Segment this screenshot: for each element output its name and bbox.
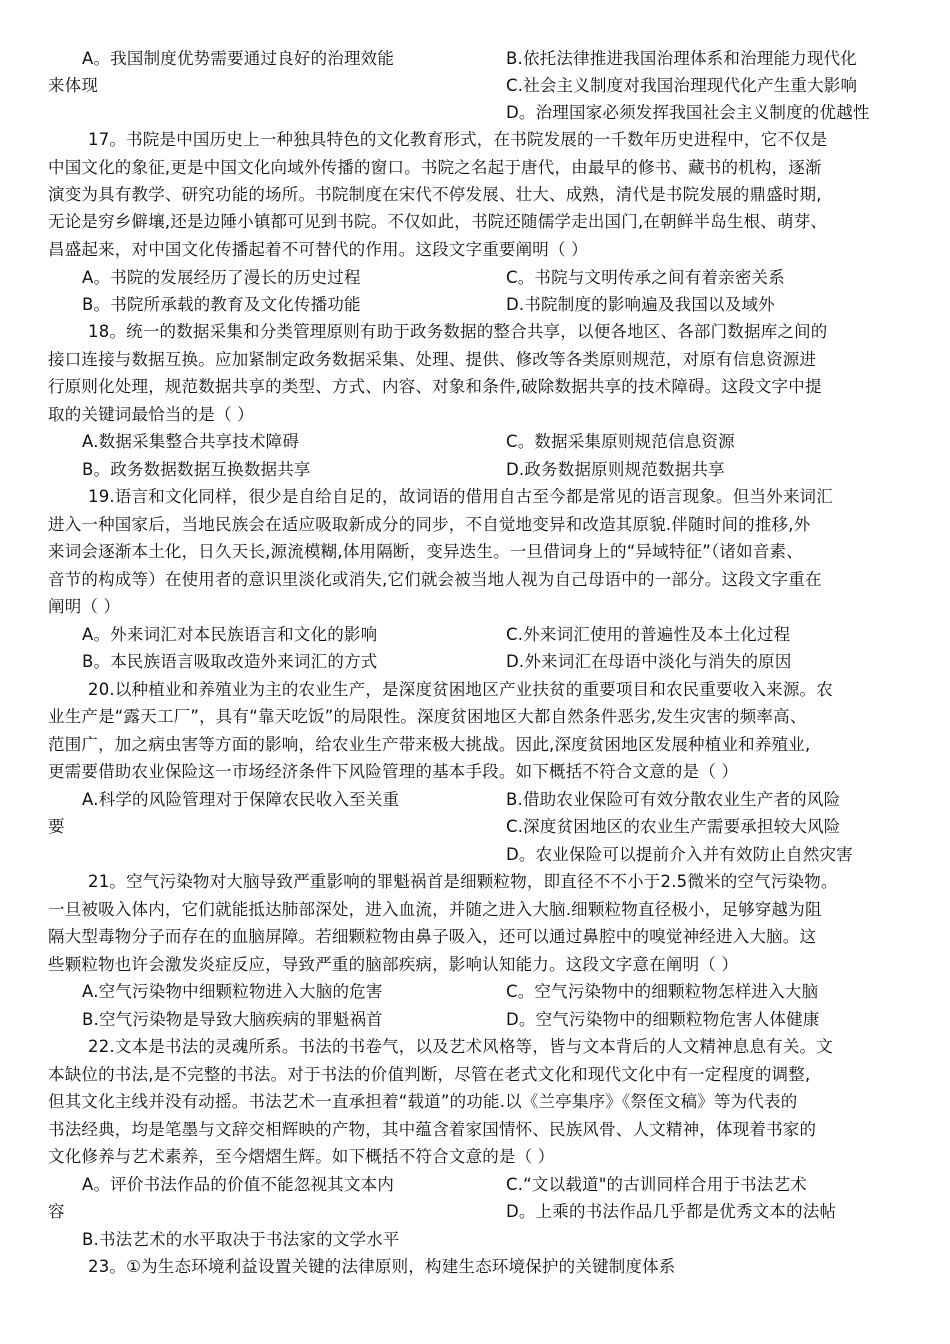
q19-stem-line: 音节的构成等）在使用者的意识里淡化或消失,它们就会被当地人视为自己母语中的一部分。这段文字重在 bbox=[48, 570, 822, 589]
q21-option-b: B.空气污染物是导致大脑疾病的罪魁祸首 bbox=[82, 1010, 383, 1029]
q16-option-d: D。治理国家必须发挥我国社会主义制度的优越性 bbox=[506, 103, 870, 122]
q17-stem-line: 无论是穷乡僻壤,还是边陲小镇都可见到书院。不仅如此，书院还随儒学走出国门,在朝鲜半岛生根、萌芽、 bbox=[48, 212, 828, 231]
q17-option-d: D.书院制度的影响遍及我国以及域外 bbox=[506, 295, 775, 314]
q22-stem-line: 文化修养与艺术素养，至今熠熠生辉。如下概括不符合文意的是（ ） bbox=[48, 1147, 555, 1166]
q21-option-c: C。空气污染物中的细颗粒物怎样进入大脑 bbox=[506, 982, 819, 1001]
q20-option-a-line2: 要 bbox=[48, 817, 65, 836]
q21-stem-line: 一旦被吸入体内，它们就能抵达肺部深处，进入血流，并随之进入大脑.细颗粒物直径极小，足够穿越为阻 bbox=[48, 900, 822, 919]
q18-stem-line: 取的关键词最恰当的是（ ） bbox=[48, 405, 254, 424]
q22-stem-line: 书法经典，均是笔墨与文辞交相辉映的产物，其中蕴含着家国情怀、民族风骨、人文精神，体现着书家的 bbox=[48, 1120, 817, 1139]
q22-option-b: B.书法艺术的水平取决于书法家的文学水平 bbox=[82, 1230, 400, 1249]
q17-stem-line: 中国文化的象征,更是中国文化向域外传播的窗口。书院之名起于唐代，由最早的修书、藏书的机构，逐渐 bbox=[48, 158, 822, 177]
q17-stem-line: 昌盛起来，对中国文化传播起着不可替代的作用。这段文字重要阐明（ ） bbox=[48, 240, 588, 259]
q20-option-b: B.借助农业保险可有效分散农业生产者的风险 bbox=[506, 790, 841, 809]
q16-option-c: C.社会主义制度对我国治理现代化产生重大影响 bbox=[506, 76, 858, 95]
q22-option-a-line1: A。评价书法作品的价值不能忽视其文本内 bbox=[82, 1175, 395, 1194]
q22-option-c: C.“文以载道"的古训同样合用于书法艺术 bbox=[506, 1175, 807, 1194]
q18-option-c: C。数据采集原则规范信息资源 bbox=[506, 432, 735, 451]
q18-stem-line: 行原则化处理，规范数据共享的类型、方式、内容、对象和条件,破除数据共享的技术障碍。这段文字中提 bbox=[48, 377, 822, 396]
q19-stem-line: 进入一种国家后，当地民族会在适应吸取新成分的同步，不自觉地变异和改造其原貌.伴随时间的推移,外 bbox=[48, 515, 811, 534]
q18-stem-line: 接口连接与数据互换。应加紧制定政务数据采集、处理、提供、修改等各类原则规范，对原有信息资源进 bbox=[48, 350, 817, 369]
q20-option-d: D。农业保险可以提前介入并有效防止自然灾害 bbox=[506, 845, 853, 864]
q17-stem-line: 17。书院是中国历史上一种独具特色的文化教育形式，在书院发展的一千数年历史进程中，它不仅是 bbox=[88, 130, 828, 149]
q18-option-a: A.数据采集整合共享技术障碍 bbox=[82, 432, 300, 451]
q22-option-d: D。上乘的书法作品几乎都是优秀文本的法帖 bbox=[506, 1202, 837, 1221]
q16-option-a-line1: A。我国制度优势需要通过良好的治理效能 bbox=[82, 49, 395, 68]
q20-stem-line: 业生产是“露天工厂”，具有“靠天吃饭”的局限性。深度贫困地区大都自然条件恶劣,发生灾害的频率高、 bbox=[48, 707, 807, 726]
q21-stem-line: 隔大型毒物分子而存在的血脑屏障。若细颗粒物由鼻子吸入，还可以通过鼻腔中的嗅觉神经进入大脑。这 bbox=[48, 927, 817, 946]
q20-option-a-line1: A.科学的风险管理对于保障农民收入至关重 bbox=[82, 790, 400, 809]
q19-option-b: B。本民族语言吸取改造外来词汇的方式 bbox=[82, 652, 378, 671]
q17-option-b: B。书院所承载的教育及文化传播功能 bbox=[82, 295, 361, 314]
q19-stem-line: 阐明（ ） bbox=[48, 597, 121, 616]
q17-stem-line: 演变为具有教学、研究功能的场所。书院制度在宋代不停发展、壮大、成熟，清代是书院发展的鼎盛时期, bbox=[48, 185, 822, 204]
q19-stem-line: 19.语言和文化同样，很少是自给自足的，故词语的借用自古至今都是常见的语言现象。但当外来词汇 bbox=[88, 487, 833, 506]
q21-stem-line: 些颗粒物也许会激发炎症反应，导致严重的脑部疾病，影响认知能力。这段文字意在阐明（ ） bbox=[48, 955, 739, 974]
q21-stem-line: 21。空气污染物对大脑导致严重影响的罪魁祸首是细颗粒物，即直径不不小于2.5微米的空气污染物。 bbox=[88, 872, 838, 891]
q18-stem-line: 18。统一的数据采集和分类管理原则有助于政务数据的整合共享，以便各地区、各部门数据库之间的 bbox=[88, 322, 828, 341]
q20-stem-line: 范围广，加之病虫害等方面的影响，给农业生产带来极大挑战。因此,深度贫困地区发展种植业和养殖业, bbox=[48, 735, 811, 754]
q21-option-a: A.空气污染物中细颗粒物进入大脑的危害 bbox=[82, 982, 383, 1001]
q19-option-a: A。外来词汇对本民族语言和文化的影响 bbox=[82, 625, 378, 644]
q17-option-c: C。书院与文明传承之间有着亲密关系 bbox=[506, 268, 785, 287]
q22-stem-line: 22.文本是书法的灵魂所系。书法的书卷气，以及艺术风格等，皆与文本背后的人文精神息息有关。文 bbox=[88, 1037, 833, 1056]
q17-option-a: A。书院的发展经历了漫长的历史过程 bbox=[82, 268, 361, 287]
q22-option-a-line2: 容 bbox=[48, 1202, 65, 1221]
q18-option-d: D.政务数据原则规范数据共享 bbox=[506, 460, 725, 479]
q22-stem-line: 本缺位的书法,是不完整的书法。对于书法的价值判断，尽管在老式文化和现代文化中有一定程度的调整, bbox=[48, 1065, 811, 1084]
q20-stem-line: 20.以种植业和养殖业为主的农业生产，是深度贫困地区产业扶贫的重要项目和农民重要收入来源。农 bbox=[88, 680, 833, 699]
q20-stem-line: 更需要借助农业保险这一市场经济条件下风险管理的基本手段。如下概括不符合文意的是（ ） bbox=[48, 762, 739, 781]
q20-option-c: C.深度贫困地区的农业生产需要承担较大风险 bbox=[506, 817, 841, 836]
q19-option-c: C.外来词汇使用的普遍性及本土化过程 bbox=[506, 625, 791, 644]
q21-option-d: D。空气污染物中的细颗粒物危害人体健康 bbox=[506, 1010, 820, 1029]
q19-stem-line: 来词会逐渐本土化，日久天长,源流模糊,体用隔断，变异迭生。一旦借词身上的“异域特征”（诸如音素、 bbox=[48, 542, 803, 561]
q22-stem-line: 但其文化主线并没有动摇。书法艺术一直承担着“载道”的功能.以《兰亭集序》《祭侄文稿》等为代表的 bbox=[48, 1092, 798, 1111]
q23-stem-line: 23。①为生态环境利益设置关键的法律原则，构建生态环境保护的关键制度体系 bbox=[88, 1257, 676, 1276]
q16-option-b: B.依托法律推进我国治理体系和治理能力现代化 bbox=[506, 49, 857, 68]
q16-option-a-line2: 来体现 bbox=[48, 76, 99, 95]
q18-option-b: B。政务数据数据互换数据共享 bbox=[82, 460, 311, 479]
q19-option-d: D.外来词汇在母语中淡化与消失的原因 bbox=[506, 652, 792, 671]
